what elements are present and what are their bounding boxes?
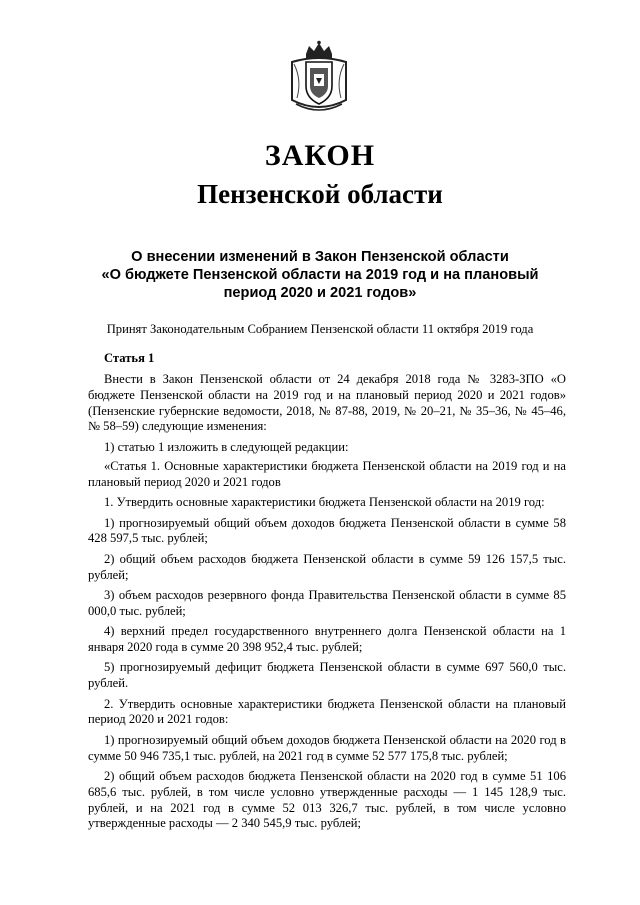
- heading-line: «О бюджете Пензенской области на 2019 год и на плановый: [101, 267, 539, 283]
- body-paragraph: 2) общий объем расходов бюджета Пензенской области на 2020 год в сумме 51 106 685,6 тыс. рублей, в том числе условно утвержденные расходы — 1 145 128,9 тыс. рублей, и на 2021 год в сумме 52 013 326,7 тыс. рублей, в том числе условно утвержденные расходы — 2 340 545,9 тыс. рублей;: [88, 768, 566, 831]
- body-paragraph: Внести в Закон Пензенской области от 24 декабря 2018 года № 3283-ЗПО «О бюджете Пензенской области на 2019 год и на плановый период 2020 и 2021 годов» (Пензенские губернские ведомости, 2018, № 87-88, 2019, № 20–21, № 35–36, № 45–46, № 58–59) следующие изменения:: [88, 372, 566, 434]
- body-paragraph: 2. Утвердить основные характеристики бюджета Пензенской области на плановый период 2020 и 2021 годов:: [88, 696, 566, 727]
- body-paragraph: 1) статью 1 изложить в следующей редакции:: [104, 439, 349, 454]
- body-paragraph: 3) объем расходов резервного фонда Правительства Пензенской области в сумме 85 000,0 тыс. рублей;: [88, 588, 566, 618]
- adoption-note: Принят Законодательным Собранием Пензенской области 11 октября 2019 года: [106, 322, 534, 336]
- body-paragraph: 4) верхний предел государственного внутреннего долга Пензенской области на 1 января 2020 года в сумме 20 398 952,4 тыс. рублей;: [88, 624, 566, 655]
- body-paragraph: 2) общий объем расходов бюджета Пензенской области в сумме 59 126 157,5 тыс. рублей;: [88, 551, 566, 582]
- law-heading: [80, 248, 560, 302]
- body-paragraph: 5) прогнозируемый дефицит бюджета Пензенской области в сумме 697 560,0 тыс. рублей.: [88, 660, 566, 691]
- coat-of-arms-icon: [288, 40, 350, 116]
- heading-line: период 2020 и 2021 годов»: [223, 285, 417, 301]
- law-title: ЗАКОН: [264, 139, 376, 172]
- document-body: [88, 372, 566, 837]
- body-paragraph: «Статья 1. Основные характеристики бюджета Пензенской области на 2019 год и на плановый период 2020 и 2021 годов: [88, 459, 566, 489]
- law-region: Пензенской области: [197, 179, 443, 209]
- body-paragraph: 1. Утвердить основные характеристики бюджета Пензенской области на 2019 год:: [104, 495, 545, 510]
- body-paragraph: 1) прогнозируемый общий объем доходов бюджета Пензенской области на 2020 год в сумме 50 946 735,1 тыс. рублей, на 2021 год в сумме 52 577 175,8 тыс. рублей;: [88, 732, 566, 763]
- body-paragraph: 1) прогнозируемый общий объем доходов бюджета Пензенской области в сумме 58 428 597,5 тыс. рублей;: [88, 515, 566, 546]
- article-heading: Статья 1: [104, 351, 155, 365]
- heading-line: О внесении изменений в Закон Пензенской области: [131, 249, 509, 265]
